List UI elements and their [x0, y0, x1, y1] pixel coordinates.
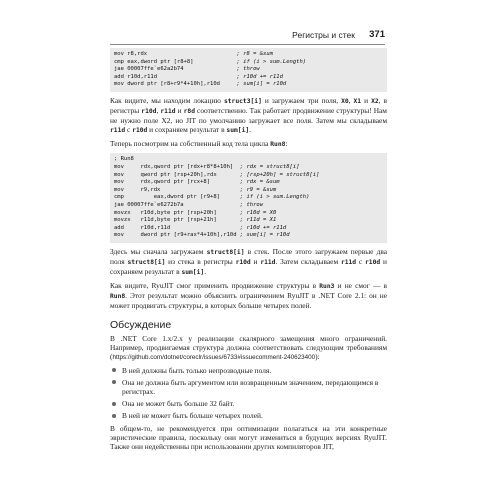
header-rule	[110, 44, 385, 45]
code-listing-run3	[110, 48, 387, 92]
paragraph-struct8-explanation: Здесь мы сначала загружаем struct8[i] в стек. После этого загружаем первые два поля struct8[i] из стека в регистры r10d и r11d. Затем складываем r11d с r10d и сохраняем результат в sum[i].	[110, 246, 387, 277]
code-line	[114, 156, 383, 164]
code-line	[114, 172, 383, 180]
paragraph-ryujit-limitation: Как видите, RyuJIT смог применить продвижение структуры в Run3 и не смог — в Run8. Этот результат можно объяснить ограничением RyuJIT в .NET Core 2.1: он не может продвигать структуры, в которых больше четырех полей.	[110, 281, 387, 311]
code-line	[114, 164, 383, 172]
code-comment: ; if (i > sum.Length)	[239, 194, 310, 201]
bullet-icon	[112, 368, 116, 372]
inline-code: r10d	[132, 127, 148, 135]
inline-code: r11d	[160, 108, 176, 116]
code-listing-run8	[110, 153, 387, 243]
code-comment: ; r8 = &sum	[236, 51, 273, 57]
code-line	[114, 225, 383, 233]
code-instruction: ; Run8	[114, 156, 134, 163]
inline-code: struct3[i]	[223, 97, 262, 105]
code-line	[114, 74, 383, 82]
code-line	[114, 202, 383, 210]
paragraph-struct3-explanation: Как видите, мы находим локацию struct3[i] и загружаем три поля, X0, X1 и X2, в регистры r10d, r11d и r8d соответственно. Так работает продвижение структуры! Нам не нужно поле X2, но JIT по умолчанию загружает все поля. Затем мы складываем r11d с r10d и сохраняем результат в sum[i].	[110, 95, 387, 135]
paragraph-heuristics-warning: В общем-то, не рекомендуется при оптимизации полагаться на эти конкретные эвристические правила, поскольку они могут измениться в будущих версиях RyuJIT. Также они недейственны при использовании других компиляторов JIT,	[110, 424, 387, 452]
code-instruction: mov r8,rdx	[114, 51, 237, 57]
code-comment: ; r9 = &sum	[239, 186, 277, 193]
paragraph-run8-intro: Теперь посмотрим на собственный код тела цикла Run8:	[110, 139, 288, 149]
code-comment: ; r10d += r11d	[236, 73, 283, 80]
code-comment: ; r10d += r11d	[239, 224, 287, 231]
code-instruction: movzx r11d,byte ptr [rsp+21h]	[114, 217, 240, 224]
inline-code: X2	[371, 97, 379, 105]
requirements-list	[110, 366, 387, 420]
issue-link[interactable]: https://github.com/dotnet/coreclr/issues/6733#issuecomment-240623400	[112, 353, 316, 361]
code-comment: ; rdx = &sum	[239, 179, 280, 186]
code-instruction: mov rdx,qword ptr [rdx+r8*8+10h]	[114, 164, 240, 171]
code-instruction: cmp eax,dword ptr [r9+8]	[114, 194, 240, 201]
code-instruction: add r10d,r11d	[114, 73, 237, 80]
code-instruction: mov dword ptr [r8+r9*4+10h],r10d	[114, 81, 237, 88]
paragraph-requirements-intro: В .NET Core 1.x/2.x у реализации скалярного замещения много ограничений. Например, продвигаемая структура должна соответствовать следующим требованиям (https://github.com/dotnet/coreclr/issues/6733#issuecomment-240623400):	[110, 333, 387, 361]
code-instruction: jae 00007ffe`e6272b7a	[114, 202, 240, 208]
code-comment: ; throw	[239, 202, 264, 208]
inline-code: Run8	[270, 141, 286, 149]
code-line	[114, 187, 383, 195]
code-comment: ; r11d = X1	[239, 217, 277, 224]
code-comment: ; throw	[236, 66, 260, 73]
page-content	[110, 48, 387, 456]
code-comment: ; if (i > sum.Length)	[236, 58, 307, 65]
bullet-icon	[112, 414, 116, 418]
code-instruction: cmp eax,dword ptr [r8+8]	[114, 58, 237, 65]
code-instruction: mov r9,rdx	[114, 186, 240, 193]
code-line	[114, 210, 383, 218]
inline-code: Run8	[110, 293, 126, 301]
code-instruction: movzx r10d,byte ptr [rsp+20h]	[114, 209, 240, 216]
inline-code: struct8[i]	[206, 248, 245, 256]
inline-code: struct8[i]	[127, 259, 166, 267]
code-comment: ; r10d = X0	[239, 209, 277, 216]
code-line	[114, 59, 383, 67]
list-item: Она не может быть больше 32 байт.	[110, 399, 387, 408]
page-number: 371	[369, 29, 385, 40]
inline-code: r10d	[235, 259, 251, 267]
code-comment: ; sum[i] = r10d	[236, 81, 287, 88]
code-instruction: mov qword ptr [rsp+20h],rdx	[114, 171, 240, 178]
code-instruction: jae 00007ffe`e62a2b74	[114, 66, 237, 73]
bullet-icon	[112, 380, 116, 384]
inline-code: X0	[341, 97, 349, 105]
code-line	[114, 81, 383, 89]
inline-code: r11d	[340, 259, 357, 267]
code-line	[114, 217, 383, 225]
code-line	[114, 232, 383, 240]
section-heading-discussion: Обсуждение	[110, 318, 172, 331]
chapter-title: Регистры и стек	[292, 30, 355, 40]
code-instruction: mov rdx,qword ptr [rcx+8]	[114, 179, 240, 186]
inline-code: sum[i]	[181, 269, 205, 277]
inline-code: r8d	[183, 108, 195, 116]
code-line	[114, 66, 383, 74]
inline-code: X1	[353, 97, 362, 105]
code-line	[114, 51, 383, 59]
inline-code: r11d	[110, 127, 126, 135]
code-comment: ; [rsp+20h] = struct8[i]	[239, 171, 320, 178]
inline-code: r10d	[365, 259, 381, 267]
inline-code: Run3	[319, 283, 335, 291]
code-instruction: mov dword ptr [r9+rax*4+10h],r10d	[114, 232, 240, 239]
code-instruction: add r10d,r11d	[114, 224, 240, 231]
bullet-icon	[112, 402, 116, 406]
inline-code: sum[i]	[226, 127, 250, 135]
inline-code: r10d	[141, 108, 157, 116]
code-line	[114, 194, 383, 202]
code-comment: ; sum[i] = r10d	[239, 232, 290, 239]
code-comment: ; rdx = struct8[i]	[239, 164, 300, 171]
inline-code: r11d	[260, 259, 276, 267]
code-line	[114, 179, 383, 187]
list-item: Она не должна быть аргументом или возвращенным значением, передающимся в регистрах.	[110, 378, 387, 396]
list-item: В ней должны быть только непрозводные поля.	[110, 366, 387, 375]
running-header	[110, 30, 385, 44]
list-item: В ней не может быть больше четырех полей.	[110, 411, 387, 420]
